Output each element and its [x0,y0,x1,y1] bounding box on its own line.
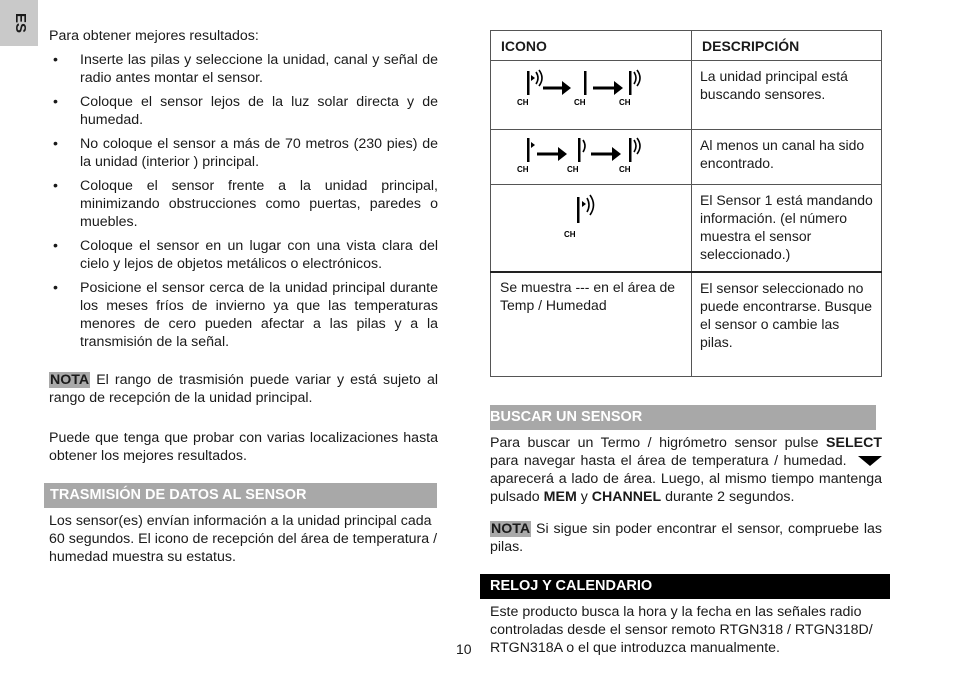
header-icono: ICONO [491,31,692,61]
language-tab [0,0,38,46]
list-item: • Posicione el sensor cerca de la unidad principal durante los meses fríos de invierno ya que las temperaturas menores de cero pueden afectar a las pilas y a la transmisión de la señal. [49,279,438,351]
search-text-y: y [580,489,588,505]
section-heading-clock: RELOJ Y CALENDARIO [480,574,890,599]
nota-text: El rango de trasmisión puede variar y está sujeto al rango de recepción de la unidad principal. [49,372,438,406]
nota-paragraph [49,371,438,407]
icon-cell [491,61,692,130]
tips-list [49,51,438,351]
row-description: El sensor seleccionado no puede encontrarse. Busque el sensor o cambie las pilas. [692,272,882,377]
list-item: • No coloque el sensor a más de 70 metros (230 pies) de la unidad (interior ) principal. [49,135,438,171]
left-column [49,27,438,566]
svg-text:CH: CH [619,165,631,174]
channel-key: CHANNEL [591,489,662,505]
table-header-row [491,31,882,61]
locations-paragraph: Puede que tenga que probar con varias localizaciones hasta obtener los mejores resultados. [49,430,438,464]
intro-text: Para obtener mejores resultados: [49,28,259,44]
table-row [491,272,882,377]
clock-text: Este producto busca la hora y la fecha en las señales radio controladas desde el sensor remoto RTGN318 / RTGN318D/ RTGN318A o el que introduzca manualmente. [490,604,873,656]
icon-cell-text: Se muestra --- en el área de Temp / Humedad [491,272,692,377]
search-text-1: Para buscar un Termo / higrómetro sensor pulse [490,435,819,451]
section-heading-search: BUSCAR UN SENSOR [490,405,876,430]
sensor-sending-icon [491,185,681,267]
header-descripcion: DESCRIPCIÓN [692,31,882,61]
section-heading-transmission: TRASMISIÓN DE DATOS AL SENSOR [44,483,437,508]
triangle-down-icon [858,456,882,466]
svg-text:CH: CH [619,98,631,107]
select-key: SELECT [826,435,882,451]
svg-text:CH: CH [567,165,579,174]
searching-signal-icon [491,61,681,125]
search-text-2: para navegar hasta el área de temperatura / humedad. [490,453,847,469]
list-item: • Coloque el sensor lejos de la luz solar directa y de humedad. [49,93,438,129]
page-number: 10 [456,641,472,657]
list-item: • Coloque el sensor en un lugar con una vista clara del cielo y lejos de objetos metálicos o electrónicos. [49,237,438,273]
row-description: Al menos un canal ha sido encontrado. [692,130,882,185]
search-paragraph [490,434,882,506]
language-label: ES [12,12,30,34]
right-column [490,30,882,657]
list-item: • Inserte las pilas y seleccione la unidad, canal y señal de radio antes montar el sensor. [49,51,438,87]
nota-text: Si sigue sin poder encontrar el sensor, compruebe las pilas. [490,521,882,555]
svg-text:CH: CH [564,230,576,239]
nota-paragraph-right [490,520,882,556]
icon-cell [491,130,692,185]
table-row [491,130,882,185]
table-row [491,185,882,273]
svg-text:CH: CH [517,98,529,107]
svg-text:CH: CH [517,165,529,174]
search-text-4: durante 2 segundos. [665,489,795,505]
channel-found-icon [491,130,681,180]
nota-label: NOTA [50,372,90,388]
table-row [491,61,882,130]
transmission-text: Los sensor(es) envían información a la unidad principal cada 60 segundos. El icono de recepción del área de temperatura / humedad muestra su estatus. [49,513,438,565]
icon-cell [491,185,692,273]
mem-key: MEM [543,489,577,505]
icon-table [490,30,882,377]
svg-text:CH: CH [574,98,586,107]
row-description: El Sensor 1 está mandando información. (el número muestra el sensor seleccionado.) [692,185,882,273]
row-description: La unidad principal está buscando sensores. [692,61,882,130]
list-item: • Coloque el sensor frente a la unidad principal, minimizando obstrucciones como puertas, paredes o muebles. [49,177,438,231]
nota-label: NOTA [491,521,531,537]
search-text-3: aparecerá a lado de área. Luego, al mismo tiempo mantenga pulsado [490,471,882,505]
